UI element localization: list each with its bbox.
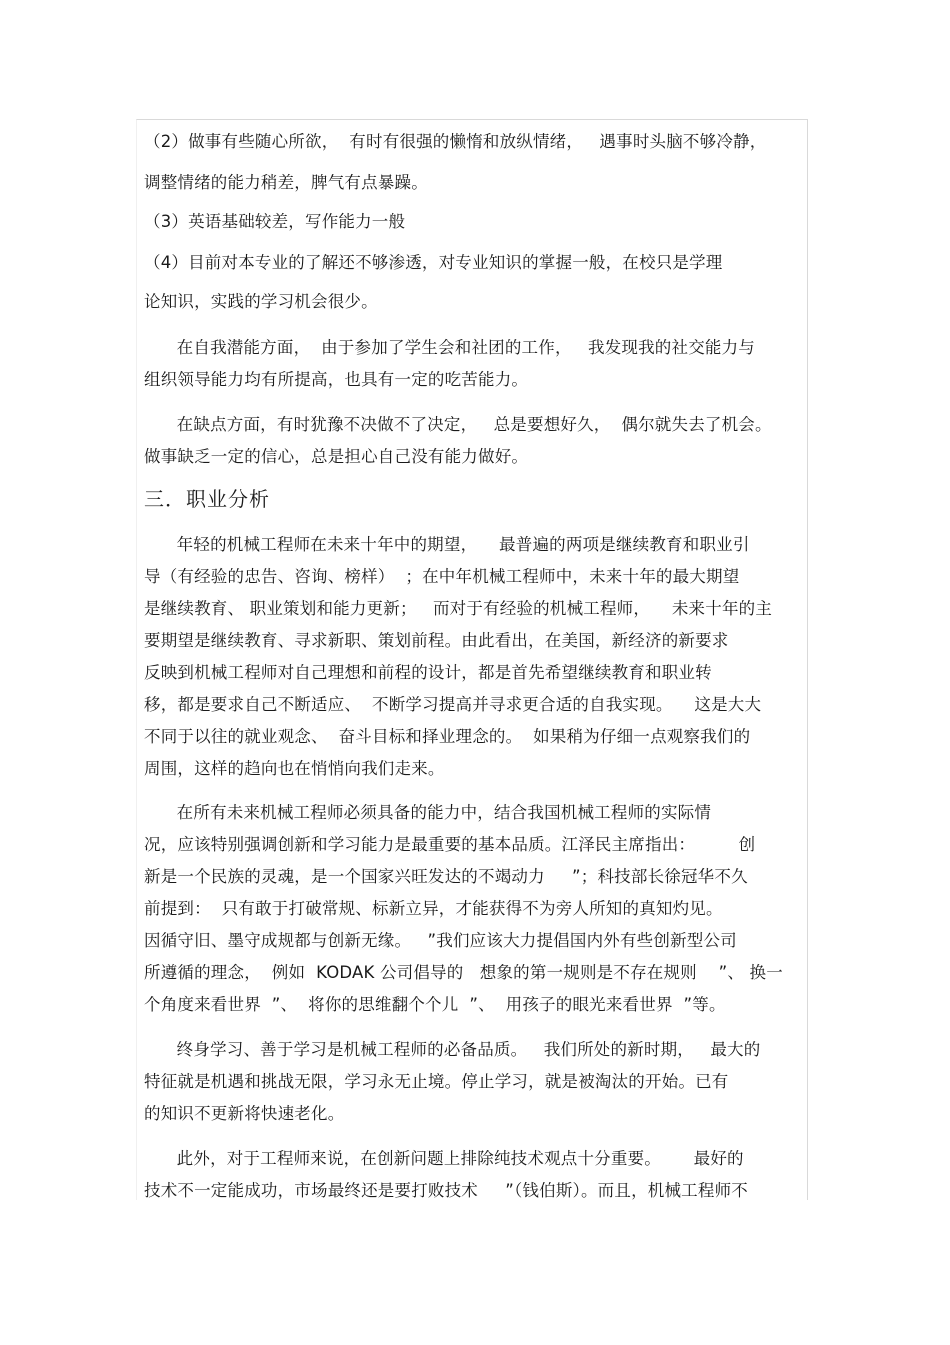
text-line: 在所有未来机械工程师必须具备的能力中，结合我国机械工程师的实际情	[144, 803, 712, 822]
text-line: 技术不一定能成功，市场最终还是要打败技术 ”（钱伯斯）。而且，机械工程师不	[144, 1181, 748, 1200]
text-line: （4）目前对本专业的了解还不够渗透，对专业知识的掌握一般，在校只是学理	[144, 253, 723, 272]
text-line: 个角度来看世界 ”、 将你的思维翻个个儿 ”、 用孩子的眼光来看世界 ”等。	[144, 995, 726, 1014]
text-line: 终身学习、善于学习是机械工程师的必备品质。 我们所处的新时期， 最大的	[144, 1040, 761, 1059]
text-line: 论知识，实践的学习机会很少。	[144, 292, 378, 311]
text-line: 特征就是机遇和挑战无限，学习永无止境。停止学习，就是被淘汰的开始。已有	[144, 1072, 729, 1091]
text-line: 的知识不更新将快速老化。	[144, 1104, 345, 1123]
text-line: 组织领导能力均有所提高，也具有一定的吃苦能力。	[144, 370, 529, 389]
text-line: 是继续教育、 职业策划和能力更新； 而对于有经验的机械工程师， 未来十年的主	[144, 599, 773, 618]
text-line: 因循守旧、墨守成规都与创新无缘。 ”我们应该大力提倡国内外有些创新型公司	[144, 931, 737, 950]
page-frame	[136, 119, 808, 1200]
text-line: 前提到： 只有敢于打破常规、标新立异，才能获得不为旁人所知的真知灼见。	[144, 899, 723, 918]
text-line: 不同于以往的就业观念、 奋斗目标和择业理念的。 如果稍为仔细一点观察我们的	[144, 727, 751, 746]
text-line: 调整情绪的能力稍差，脾气有点暴躁。	[144, 173, 428, 192]
text-line: 反映到机械工程师对自己理想和前程的设计，都是首先希望继续教育和职业转	[144, 663, 712, 682]
text-line: 所遵循的理念， 例如 KODAK 公司倡导的 想象的第一规则是不存在规则 ”、 换一	[144, 963, 783, 982]
text-line: 做事缺乏一定的信心，总是担心自己没有能力做好。	[144, 447, 529, 466]
text-line: 移，都是要求自己不断适应、 不断学习提高并寻求更合适的自我实现。 这是大大	[144, 695, 762, 714]
text-line: （2）做事有些随心所欲， 有时有很强的懒惰和放纵情绪， 遇事时头脑不够冷静，	[144, 132, 767, 151]
text-line: 在缺点方面，有时犹豫不决做不了决定， 总是要想好久， 偶尔就失去了机会。	[144, 415, 772, 434]
text-line: 新是一个民族的灵魂，是一个国家兴旺发达的不竭动力 ”；科技部长徐冠华不久	[144, 867, 748, 886]
text-line: 要期望是继续教育、寻求新职、策划前程。由此看出，在美国，新经济的新要求	[144, 631, 729, 650]
text-line: 周围，这样的趋向也在悄悄向我们走来。	[144, 759, 445, 778]
text-line: 导（有经验的忠告、咨询、榜样） ；在中年机械工程师中，未来十年的最大期望	[144, 567, 740, 586]
text-line: 况，应该特别强调创新和学习能力是最重要的基本品质。江泽民主席指出： 创	[144, 835, 756, 854]
text-line: 此外，对于工程师来说，在创新问题上排除纯技术观点十分重要。 最好的	[144, 1149, 744, 1168]
text-line: （3）英语基础较差，写作能力一般	[144, 212, 406, 231]
text-line: 年轻的机械工程师在未来十年中的期望， 最普遍的两项是继续教育和职业引	[144, 535, 750, 554]
text-line: 在自我潜能方面， 由于参加了学生会和社团的工作， 我发现我的社交能力与	[144, 338, 755, 357]
section-heading: 三．职业分析	[144, 487, 270, 511]
